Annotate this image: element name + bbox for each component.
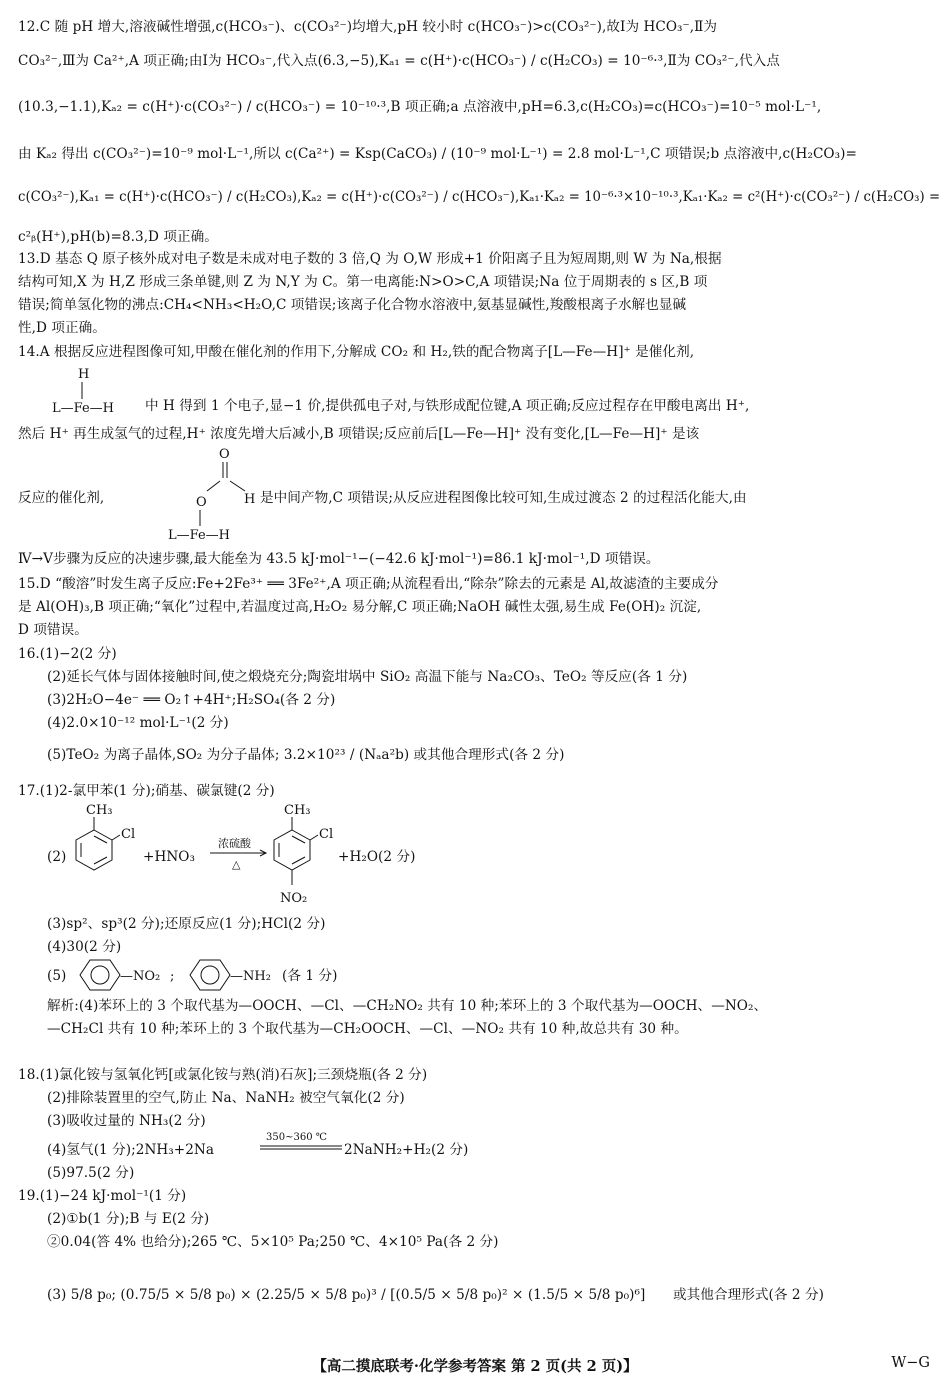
substituent-separator: ;	[170, 969, 175, 984]
q14-line-4b: 是中间产物,C 项错误;从反应进程图像比较可知,生成过渡态 2 的过程活化能大,由	[260, 490, 747, 506]
q13-line-3: 错误;简单氢化物的沸点:CH₄<NH₃<H₂O,C 项错误;该离子化合物水溶液中,氨基显碱性,羧酸根离子水解也显碱	[18, 297, 687, 313]
nitrobenzene-aniline-structures	[80, 958, 280, 992]
inter-o-mid-label: O	[196, 495, 207, 510]
q19-line-1: 19.(1)−24 kJ·mol⁻¹(1 分)	[18, 1188, 187, 1204]
q19-line-4-tail: 或其他合理形式(各 2 分)	[673, 1287, 824, 1303]
q13-line-4: 性,D 项正确。	[18, 320, 106, 336]
reaction-arrow-17	[208, 836, 270, 872]
amino-substituent-label: —NH₂	[230, 969, 271, 984]
paper-code: W−G	[891, 1355, 930, 1371]
q18-line-3: (3)吸收过量的 NH₃(2 分)	[47, 1113, 206, 1129]
inter-chain-label: L—Fe—H	[168, 528, 230, 543]
q17-analysis-2: —CH₂Cl 共有 10 种;苯环上的 3 个取代基为—CH₂OOCH、—Cl、—NO₂ 共有 10 种,故总共有 30 种。	[47, 1021, 688, 1037]
q17-line-5-label: (5)	[47, 968, 67, 984]
intermediate-structure-figure	[165, 446, 260, 546]
q14-line-2: 中 H 得到 1 个电子,显−1 价,提供孤电子对,与铁形成配位键,A 项正确;反应过程存在甲酸电离出 H⁺,	[145, 398, 750, 414]
q17-line-1: 17.(1)2-氯甲苯(1 分);硝基、碳氯键(2 分)	[18, 783, 275, 799]
inter-h-label: H	[244, 492, 256, 507]
catalyst-chain-label: L—Fe—H	[52, 401, 114, 416]
page-footer: 【高二摸底联考·化学参考答案 第 2 页(共 2 页)】	[312, 1358, 638, 1375]
reaction-condition-18	[258, 1130, 344, 1156]
q14-line-3: 然后 H⁺ 再生成氢气的过程,H⁺ 浓度先增大后减小,B 项错误;反应前后[L—Fe—H]⁺ 没有变化,[L—Fe—H]⁺ 是该	[18, 426, 700, 442]
q12-line-5: c(CO₃²⁻),Kₐ₁ = c(H⁺)·c(HCO₃⁻) / c(H₂CO₃),Kₐ₂ = c(H⁺)·c(CO₃²⁻) / c(HCO₃⁻),Kₐ₁·Kₐ₂ = 10⁻⁶·³×10⁻¹⁰·³,Kₐ₁·Kₐ₂ = c²(H⁺)·c(CO₃²⁻) / c(H₂CO₃) =	[18, 189, 941, 205]
q18-line-1: 18.(1)氯化铵与氢氧化钙[或氯化铵与熟(消)石灰];三颈烧瓶(各 2 分)	[18, 1067, 428, 1083]
prod-ch3-label: CH₃	[284, 803, 311, 818]
q14-line-1: 14.A 根据反应进程图像可知,甲酸在催化剂的作用下,分解成 CO₂ 和 H₂,铁的配合物离子[L—Fe—H]⁺ 是催化剂,	[18, 344, 695, 360]
q18-line-4b: 2NaNH₂+H₂(2 分)	[344, 1142, 469, 1158]
nitro-chlorotoluene-structure	[270, 800, 342, 916]
q17-line-5-score: (各 1 分)	[282, 968, 338, 984]
q17-hno3: +HNO₃	[143, 849, 195, 865]
q16-line-3: (3)2H₂O−4e⁻ ══ O₂↑+4H⁺;H₂SO₄(各 2 分)	[47, 692, 336, 708]
prod-no2-label: NO₂	[280, 891, 308, 906]
inter-o-top-label: O	[219, 447, 230, 462]
q17-analysis-1: 解析:(4)苯环上的 3 个取代基为—OOCH、—Cl、—CH₂NO₂ 共有 10 种;苯环上的 3 个取代基为—OOCH、—NO₂、	[47, 998, 768, 1014]
tol-cl-label: Cl	[121, 827, 136, 842]
q13-line-1: 13.D 基态 Q 原子核外成对电子数是未成对电子数的 3 倍,Q 为 O,W 形成+1 价阳离子且为短周期,则 W 为 Na,根据	[18, 251, 722, 267]
nitro-substituent-label: —NO₂	[120, 969, 161, 984]
q16-line-5: (5)TeO₂ 为离子晶体,SO₂ 为分子晶体; 3.2×10²³ / (Nₐa²b) 或其他合理形式(各 2 分)	[47, 747, 565, 763]
q12-line-6: c²ᵦ(H⁺),pH(b)=8.3,D 项正确。	[18, 229, 218, 245]
q12-line-4: 由 Kₐ₂ 得出 c(CO₃²⁻)=10⁻⁹ mol·L⁻¹,所以 c(Ca²⁺) = Ksp(CaCO₃) / (10⁻⁹ mol·L⁻¹) = 2.8 mol·L⁻¹,C 项错误;b 点溶液中,c(H₂CO₃)=	[18, 146, 857, 162]
q15-line-1: 15.D “酸溶”时发生离子反应:Fe+2Fe³⁺ ══ 3Fe²⁺,A 项正确;从流程看出,“除杂”除去的元素是 Al,故滤渣的主要成分	[18, 576, 719, 592]
q18-line-5: (5)97.5(2 分)	[47, 1165, 135, 1181]
q19-line-2: (2)①b(1 分);B 与 E(2 分)	[47, 1211, 210, 1227]
catalyst-structure-figure	[50, 364, 145, 420]
q16-line-4: (4)2.0×10⁻¹² mol·L⁻¹(2 分)	[47, 715, 229, 731]
q12-line-2: CO₃²⁻,Ⅲ为 Ca²⁺,A 项正确;由Ⅰ为 HCO₃⁻,代入点(6.3,−5),Kₐ₁ = c(H⁺)·c(HCO₃⁻) / c(H₂CO₃) = 10⁻⁶·³,Ⅱ为 CO₃²⁻,代入点	[18, 53, 780, 69]
q14-line-5: Ⅳ→Ⅴ步骤为反应的决速步骤,最大能垒为 43.5 kJ·mol⁻¹−(−42.6 kJ·mol⁻¹)=86.1 kJ·mol⁻¹,D 项错误。	[18, 551, 660, 567]
q17-water: +H₂O(2 分)	[338, 849, 416, 865]
q15-line-3: D 项错误。	[18, 622, 88, 638]
arrow-top-label: 浓硫酸	[218, 837, 251, 850]
arrow-bottom-label: △	[232, 858, 241, 871]
q16-line-2: (2)延长气体与固体接触时间,使之煅烧充分;陶瓷坩埚中 SiO₂ 高温下能与 Na₂CO₃、TeO₂ 等反应(各 1 分)	[47, 669, 688, 685]
q17-line-3: (3)sp²、sp³(2 分);还原反应(1 分);HCl(2 分)	[47, 916, 326, 932]
q12-line-1: 12.C 随 pH 增大,溶液碱性增强,c(HCO₃⁻)、c(CO₃²⁻)均增大,pH 较小时 c(HCO₃⁻)>c(CO₃²⁻),故Ⅰ为 HCO₃⁻,Ⅱ为	[18, 19, 718, 35]
q17-line-4: (4)30(2 分)	[47, 939, 122, 955]
q19-line-4: (3) 5/8 p₀; (0.75/5 × 5/8 p₀) × (2.25/5 × 5/8 p₀)³ / [(0.5/5 × 5/8 p₀)² × (1.5/5 × 5/8 p₀)⁶]	[47, 1287, 646, 1303]
chlorotoluene-structure	[72, 800, 142, 880]
prod-cl-label: Cl	[319, 827, 334, 842]
tol-ch3-label: CH₃	[86, 803, 113, 818]
eq18-condition-label: 350~360 ℃	[266, 1132, 327, 1143]
q19-line-3: ②0.04(答 4% 也给分);265 ℃、5×10⁵ Pa;250 ℃、4×10⁵ Pa(各 2 分)	[47, 1234, 499, 1250]
q15-line-2: 是 Al(OH)₃,B 项正确;“氧化”过程中,若温度过高,H₂O₂ 易分解,C 项正确;NaOH 碱性太强,易生成 Fe(OH)₂ 沉淀,	[18, 599, 702, 615]
q18-line-2: (2)排除装置里的空气,防止 Na、NaNH₂ 被空气氧化(2 分)	[47, 1090, 405, 1106]
q16-line-1: 16.(1)−2(2 分)	[18, 646, 117, 662]
catalyst-h-label: H	[78, 367, 90, 382]
q14-line-4a: 反应的催化剂,	[18, 490, 105, 506]
q13-line-2: 结构可知,X 为 H,Z 形成三条单键,则 Z 为 N,Y 为 C。第一电离能:N>O>C,A 项错误;Na 位于周期表的 s 区,B 项	[18, 274, 708, 290]
q12-line-3: (10.3,−1.1),Kₐ₂ = c(H⁺)·c(CO₃²⁻) / c(HCO₃⁻) = 10⁻¹⁰·³,B 项正确;a 点溶液中,pH=6.3,c(H₂CO₃)=c(HCO₃⁻)=10⁻⁵ mol·L⁻¹,	[18, 99, 822, 115]
q17-line-2-label: (2)	[47, 849, 67, 865]
q18-line-4a: (4)氢气(1 分);2NH₃+2Na	[47, 1142, 215, 1158]
